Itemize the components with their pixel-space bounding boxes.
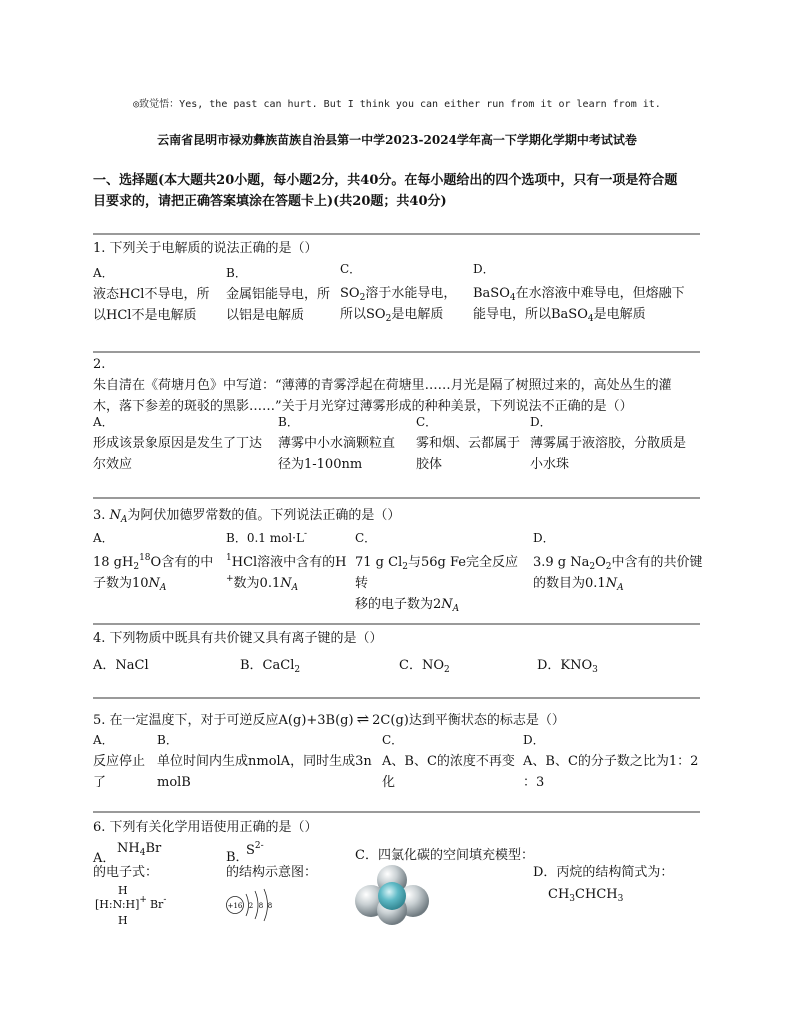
q4-option-a: A．NaCl <box>93 658 149 673</box>
divider <box>93 497 700 499</box>
shell-1-electrons: 2 <box>248 902 254 910</box>
q4-stem: 4. 下列物质中既具有共价键又具有离子键的是（） <box>93 631 383 646</box>
section-line-2: 目要求的，请把正确答案填涂在答题卡上)(共20题；共40分) <box>93 194 447 209</box>
q2-option-c: C． 雾和烟、云都属于 胶体 <box>416 415 521 472</box>
divider <box>93 623 700 625</box>
q6-option-b-label: B． <box>226 850 249 865</box>
q1-option-b: B． 金属铝能导电，所 以铝是电解质 <box>226 266 331 323</box>
divider <box>93 233 700 235</box>
q3-option-d: D． 3.9 g $Na_2O_2$中含有的共价键 的数目为$0.1N_A$ <box>533 531 703 593</box>
q6-stem: 6. 下列有关化学用语使用正确的是（） <box>93 820 318 835</box>
carbon-tetrachloride-space-filling-model <box>352 865 432 927</box>
electron-shell-2 <box>255 891 258 919</box>
q4-option-c: C．$NO_2$ <box>399 658 450 675</box>
equilibrium-arrow: ⇌ <box>356 710 370 728</box>
sulfide-ion-structure-diagram <box>224 882 284 922</box>
q2-option-d: D． 薄雾属于液溶胶，分散质是 小水珠 <box>530 415 687 472</box>
section-heading <box>93 170 703 212</box>
section-line-1: 一、选择题(本大题共20小题，每小题2分，共40分。在每小题给出的四个选项中，只有一项是符合题 <box>93 173 678 188</box>
propane-formula: $CH_3CHCH_3$ <box>548 887 624 904</box>
q5-option-c: C． A、B、C的浓度不再变 化 <box>382 733 515 790</box>
carbon-atom <box>378 882 406 910</box>
q6-b-caption: 的结构示意图： <box>226 865 318 880</box>
q3-option-c: C． 71 g $Cl_2$与56g Fe完全反应转 移的电子数为$2N_A$ <box>355 531 518 614</box>
q5-stem: 5. 在一定温度下，对于可逆反应A(g)+3B(g) ⇌ 2C(g)达到平衡状态的标志是（） <box>93 710 565 728</box>
q2-stem: 2. 朱自清在《荷塘月色》中写道：“薄薄的青雾浮起在荷塘里……月光是隔了树照过来的，高处丛生的灌 木，落下参差的斑驳的黑影……”关于月光穿过薄雾形成的种种美景，下列说法不正确的是（） <box>93 357 672 414</box>
q5-option-d: D． A、B、C的分子数之比为1：2 ：3 <box>523 733 699 790</box>
divider <box>93 351 700 353</box>
q2-option-b: B． 薄雾中小水滴颗粒直 径为1-100nm <box>278 415 396 472</box>
q3-stem: 3. $N_A$为阿伏加德罗常数的值。下列说法正确的是（） <box>93 508 401 525</box>
q4-option-d: D．$KNO_3$ <box>537 658 598 675</box>
divider <box>93 811 700 813</box>
q3-option-b: B．0.1 mol·L- $^1$HCl溶液中含有的H +数为$0.1N_A$ <box>226 529 347 593</box>
q5-option-b: B． 单位时间内生成nmolA，同时生成3n molB <box>157 733 372 790</box>
q1-stem: 1. 下列关于电解质的说法正确的是（） <box>93 241 318 256</box>
q6-option-d: D．丙烷的结构简式为： <box>533 865 674 880</box>
motto: ◎致觉悟：Yes, the past can hurt. But I think you can either run from it or learn from it. <box>133 99 661 110</box>
q6-a-formula: $NH_4Br$ <box>117 841 162 858</box>
shell-2-electrons: 8 <box>258 902 264 910</box>
q2-option-a: A． 形成该景象原因是发生了丁达 尔效应 <box>93 415 263 472</box>
q4-option-b: B．CaCl$_2$ <box>240 658 301 675</box>
divider <box>93 697 700 699</box>
q5-option-a: A． 反应停止 了 <box>93 733 146 790</box>
nucleus-charge: +16 <box>227 902 243 910</box>
q1-option-d: D． BaSO$_4$在水溶液中难导电，但熔融下 能导电，所以BaSO$_4$是电解质 <box>473 262 685 324</box>
q6-a-caption: 的电子式： <box>93 865 159 880</box>
q6-option-a-label: A． <box>93 851 116 866</box>
q1-option-a: A． 液态HCl不导电，所 以HCl不是电解质 <box>93 266 210 323</box>
q1-option-c: C． $SO_2$溶于水能导电， 所以$SO_2$是电解质 <box>340 262 457 324</box>
ammonium-bromide-electron-formula: H [H:N:H]+ Br- H <box>95 884 167 927</box>
q3-option-a: A． 18 $gH_2^{18}O$含有的中 子数为$10N_A$ <box>93 531 214 593</box>
q6-b-ion: $S^{2-}$ <box>246 841 264 858</box>
shell-3-electrons: 8 <box>267 902 273 910</box>
exam-title: 云南省昆明市禄劝彝族苗族自治县第一中学2023-2024学年高一下学期化学期中考试试卷 <box>157 133 637 147</box>
q6-option-c: C．四氯化碳的空间填充模型： <box>355 848 534 863</box>
